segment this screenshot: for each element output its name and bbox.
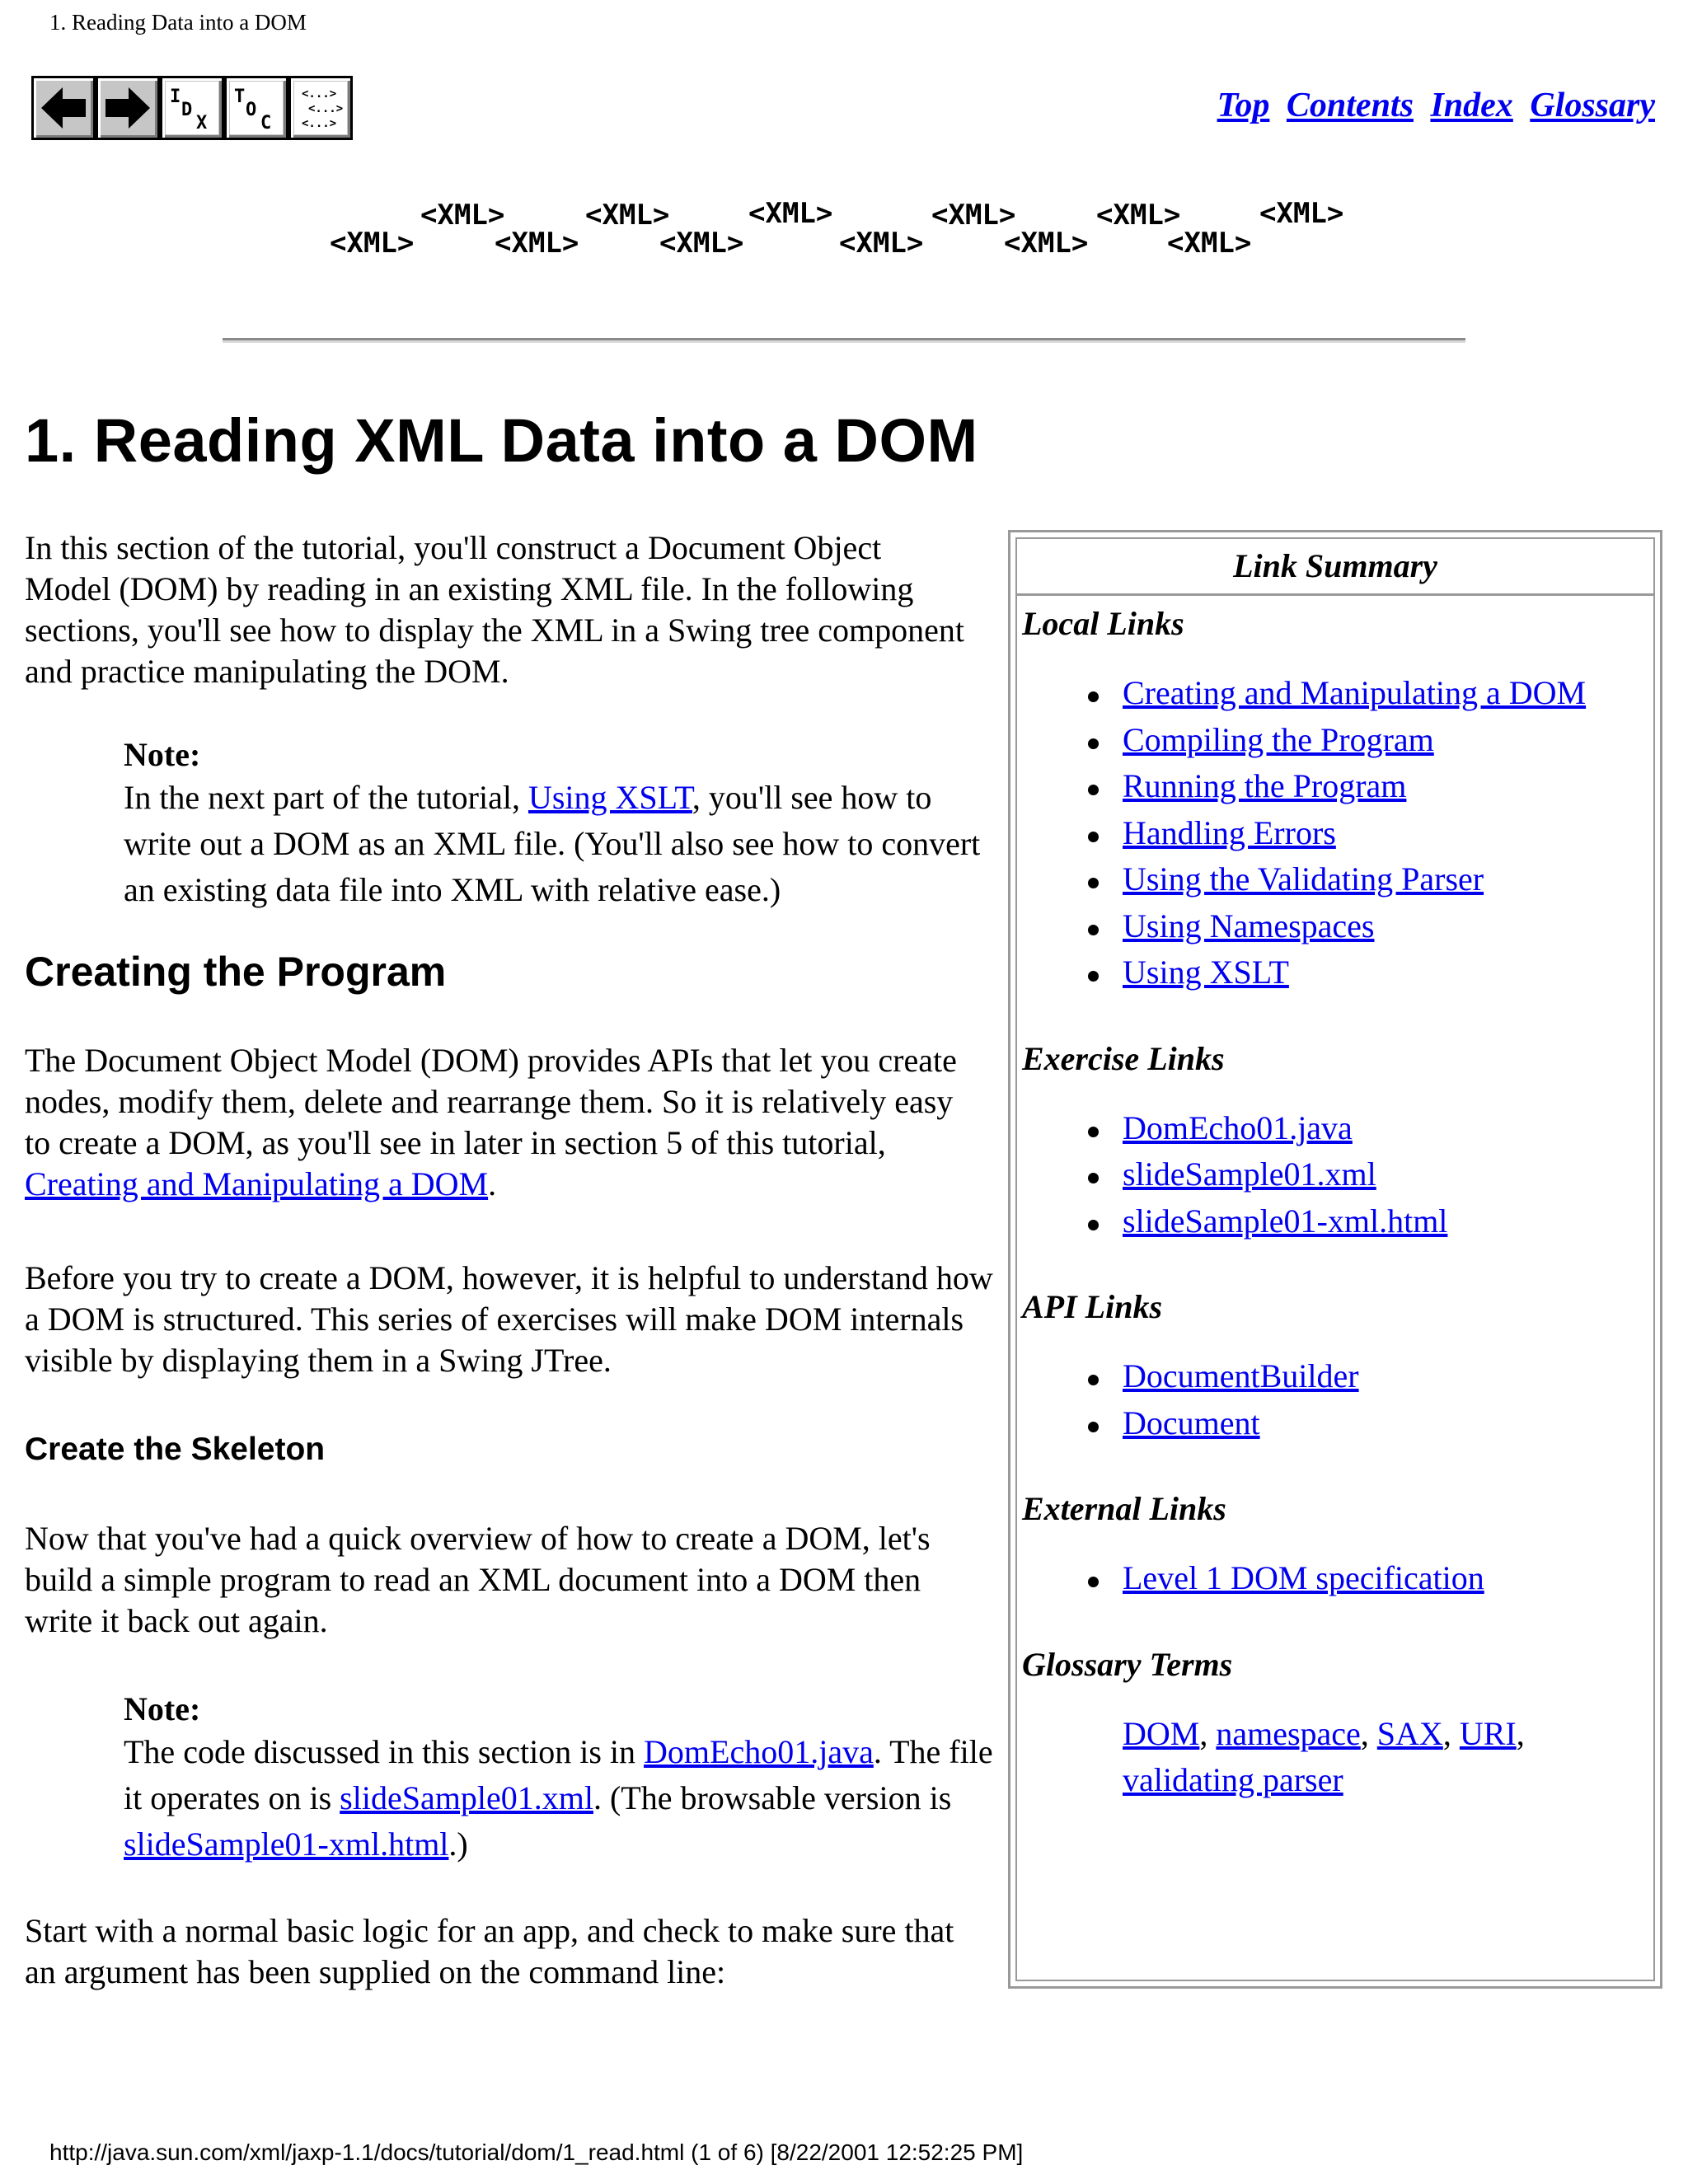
svg-text:I: I xyxy=(170,87,181,107)
banner-tag: <XML> xyxy=(659,227,744,260)
running-header: 1. Reading Data into a DOM xyxy=(49,10,307,35)
exercise-links-section xyxy=(1017,1039,1653,1245)
note-using-xslt xyxy=(124,735,997,913)
list-item xyxy=(1022,1555,1653,1602)
documentbuilder-link[interactable]: DocumentBuilder xyxy=(1123,1357,1359,1394)
slidesample01-html-link[interactable]: slideSample01-xml.html xyxy=(124,1825,449,1863)
contents-link[interactable]: Contents xyxy=(1286,87,1414,124)
glossary-link[interactable]: Glossary xyxy=(1530,87,1655,124)
creating-dom-link[interactable]: Creating and Manipulating a DOM xyxy=(25,1165,489,1202)
svg-text:D: D xyxy=(181,100,193,120)
paragraph: Before you try to create a DOM, however, it is helpful to understand how a DOM is structured. This series of exercises will make DOM internals visible by displaying them in a Swing JTree. xyxy=(25,1259,993,1379)
slidesample01-xml-link[interactable]: slideSample01.xml xyxy=(340,1779,593,1816)
list-item xyxy=(1022,670,1653,717)
using-namespaces-link[interactable]: Using Namespaces xyxy=(1123,907,1375,944)
list-item xyxy=(1022,763,1653,810)
top-link[interactable]: Top xyxy=(1217,87,1270,124)
svg-text:<...>: <...> xyxy=(308,102,344,115)
document-link[interactable]: Document xyxy=(1123,1404,1260,1441)
running-program-link[interactable]: Running the Program xyxy=(1123,767,1407,804)
banner-tag: <XML> xyxy=(330,227,415,260)
svg-text:<...>: <...> xyxy=(302,87,337,101)
slidesample01-html-link[interactable]: slideSample01-xml.html xyxy=(1123,1202,1448,1240)
note-label: Note: xyxy=(124,736,201,773)
validating-parser-link[interactable]: Using the Validating Parser xyxy=(1123,860,1484,898)
external-links-section xyxy=(1017,1489,1653,1602)
paragraph: Start with a normal basic logic for an app, and check to make sure that an argument has been supplied on the command line: xyxy=(25,1912,954,1990)
glossary-terms-section xyxy=(1017,1645,1653,1803)
paragraph: Now that you've had a quick overview of how to create a DOM, let's build a simple program to read an XML document into a DOM then write it back out again. xyxy=(25,1520,931,1639)
local-links-heading: Local Links xyxy=(1022,605,1184,642)
banner-tag: <XML> xyxy=(748,198,833,230)
banner-tag: <XML> xyxy=(1096,199,1181,232)
index-button[interactable] xyxy=(160,76,224,140)
page-footer: http://java.sun.com/xml/jaxp-1.1/docs/tutorial/dom/1_read.html (1 of 6) [8/22/2001 12:52:25 PM] xyxy=(49,2139,1024,2165)
index-link[interactable]: Index xyxy=(1430,87,1513,124)
banner-tag: <XML> xyxy=(495,227,579,260)
list-item xyxy=(1022,949,1653,996)
main-content xyxy=(25,527,997,1993)
intro-paragraph: In this section of the tutorial, you'll construct a Document Object Model (DOM) by reading in an existing XML file. In the following sections, you'll see how to display the XML in a Swing tree component and practice manipulating the DOM. xyxy=(25,529,964,690)
external-links-heading: External Links xyxy=(1022,1490,1226,1527)
api-links-section xyxy=(1017,1287,1653,1446)
banner-tag: <XML> xyxy=(420,199,505,232)
banner-tag: <XML> xyxy=(931,199,1016,232)
xml-banner xyxy=(330,198,1368,272)
using-xslt-link[interactable]: Using XSLT xyxy=(1123,954,1289,991)
note-text: In the next part of the tutorial, xyxy=(124,779,528,816)
list-item xyxy=(1022,1105,1653,1152)
svg-text:X: X xyxy=(196,113,208,134)
toc-icon xyxy=(229,81,284,135)
using-xslt-link[interactable]: Using XSLT xyxy=(528,779,692,816)
section-heading-creating-program: Creating the Program xyxy=(25,949,447,995)
glossary-validating-parser-link[interactable]: validating parser xyxy=(1123,1760,1343,1798)
exercise-links-heading: Exercise Links xyxy=(1022,1039,1225,1077)
toc-button[interactable] xyxy=(224,76,288,140)
banner-tag: <XML> xyxy=(1004,227,1089,260)
handling-errors-link[interactable]: Handling Errors xyxy=(1123,813,1336,851)
nav-buttons xyxy=(31,76,353,140)
note-code-files: Note: The code discussed in this section is in DomEcho01.java. The file it operates on is slideSample01.xml. (The browsable version is slideSample01-xml.html.) xyxy=(124,1690,1014,1868)
tags-button[interactable] xyxy=(288,76,353,140)
domecho01-link[interactable]: DomEcho01.java xyxy=(1123,1108,1353,1146)
list-item xyxy=(1022,1151,1653,1198)
list-item xyxy=(1022,1353,1653,1400)
index-icon xyxy=(165,81,219,135)
note-text: , you'll see how to write out a DOM as an XML file. (You'll also see how to convert an existing data file into XML with relative ease.) xyxy=(124,779,981,908)
slidesample01-xml-link[interactable]: slideSample01.xml xyxy=(1123,1155,1376,1193)
link-summary-title: Link Summary xyxy=(1017,539,1653,596)
banner-tag: <XML> xyxy=(1167,227,1252,260)
back-arrow-icon xyxy=(38,82,89,134)
banner-tag: <XML> xyxy=(839,227,924,260)
list-item xyxy=(1022,856,1653,903)
horizontal-rule xyxy=(223,338,1465,343)
section-heading-create-skeleton: Create the Skeleton xyxy=(25,1432,326,1467)
domecho01-link[interactable]: DomEcho01.java xyxy=(644,1733,874,1770)
list-item xyxy=(1022,1400,1653,1447)
tags-icon xyxy=(293,81,348,135)
local-links-section xyxy=(1017,604,1653,996)
note-label: Note: xyxy=(124,1690,201,1727)
glossary-terms-list: DOM, namespace, SAX, URI, validating parser xyxy=(1123,1714,1525,1798)
banner-tag: <XML> xyxy=(1259,198,1344,230)
glossary-sax-link[interactable]: SAX xyxy=(1376,1714,1443,1752)
link-summary-box xyxy=(1008,530,1662,1989)
banner-tag: <XML> xyxy=(585,199,670,232)
creating-dom-link[interactable]: Creating and Manipulating a DOM xyxy=(1123,674,1587,711)
back-button[interactable] xyxy=(31,76,96,140)
svg-text:<...>: <...> xyxy=(302,117,337,130)
top-links xyxy=(1209,86,1655,125)
svg-text:O: O xyxy=(246,100,257,120)
glossary-terms-heading: Glossary Terms xyxy=(1022,1645,1233,1683)
compiling-program-link[interactable]: Compiling the Program xyxy=(1123,720,1434,758)
list-item xyxy=(1022,1198,1653,1245)
forward-button[interactable] xyxy=(96,76,160,140)
list-item xyxy=(1022,810,1653,857)
paragraph: The Document Object Model (DOM) provides APIs that let you create nodes, modify them, delete and rearrange them. So it is relatively easy to create a DOM, as you'll see in later in section 5 of this tutorial, Creating and Manipulating a DOM. xyxy=(25,1042,957,1202)
glossary-uri-link[interactable]: URI xyxy=(1459,1714,1517,1752)
list-item xyxy=(1022,717,1653,764)
list-item xyxy=(1022,903,1653,950)
glossary-dom-link[interactable]: DOM xyxy=(1123,1714,1200,1752)
svg-text:C: C xyxy=(260,113,272,134)
api-links-heading: API Links xyxy=(1022,1288,1163,1325)
forward-arrow-icon xyxy=(102,82,153,134)
dom-spec-link[interactable]: Level 1 DOM specification xyxy=(1123,1559,1484,1596)
glossary-namespace-link[interactable]: namespace xyxy=(1216,1714,1361,1752)
svg-text:T: T xyxy=(234,87,246,107)
page-title: 1. Reading XML Data into a DOM xyxy=(25,406,978,475)
